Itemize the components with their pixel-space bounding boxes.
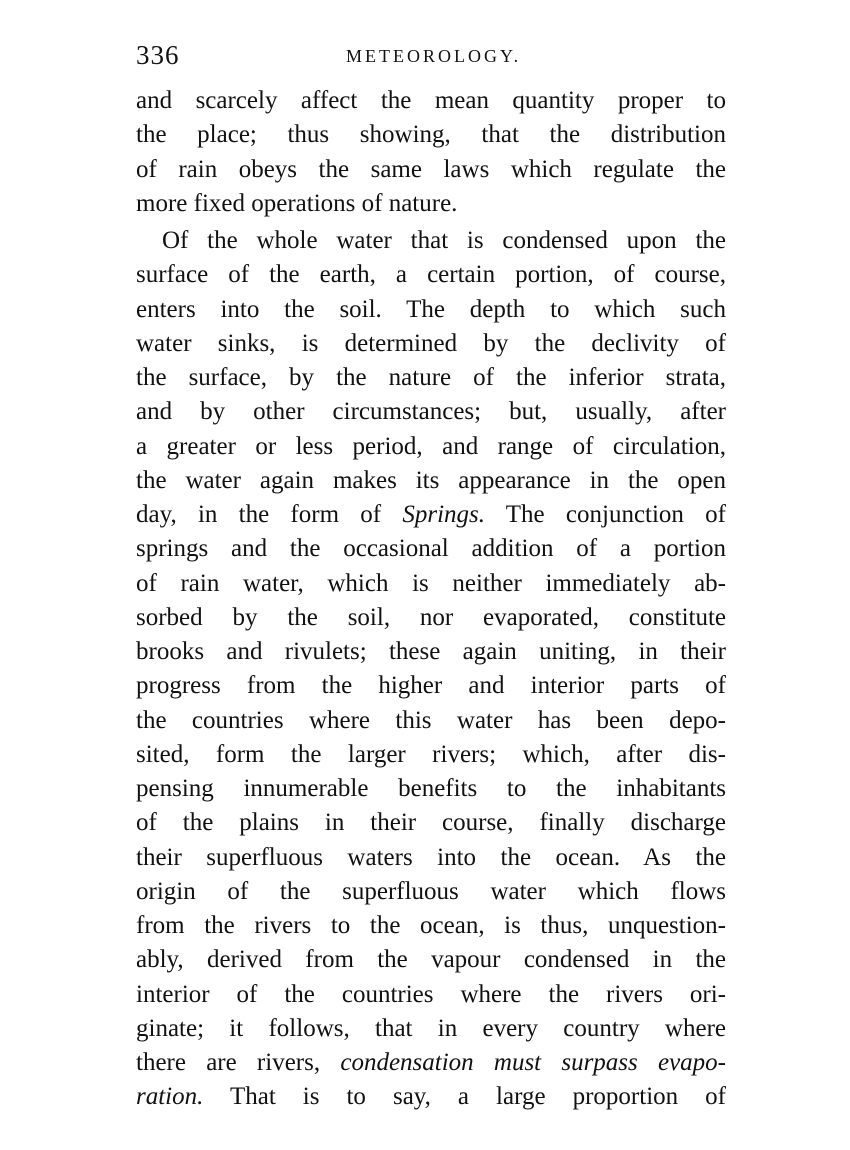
italic-phrase: condensation must surpass evapo- bbox=[340, 1049, 726, 1076]
text-span: there are rivers, bbox=[136, 1049, 341, 1076]
text-span: The conjunction of bbox=[485, 501, 726, 528]
text-line: enters into the soil. The depth to which such bbox=[136, 295, 726, 323]
italic-phrase: ration. bbox=[136, 1083, 204, 1111]
text-line: sorbed by the soil, nor evaporated, constitute bbox=[136, 603, 726, 631]
body-text bbox=[136, 84, 726, 1115]
text-line bbox=[136, 1080, 726, 1114]
text-line: from the rivers to the ocean, is thus, unquestion- bbox=[136, 912, 726, 939]
text-line: their superfluous waters into the ocean. As the bbox=[136, 843, 726, 871]
text-line bbox=[136, 498, 726, 532]
text-line: the surface, by the nature of the inferior strata, bbox=[136, 364, 726, 391]
italic-term: Springs. bbox=[402, 501, 485, 528]
text-line: origin of the superfluous water which flows bbox=[136, 877, 726, 905]
text-line: springs and the occasional addition of a portion bbox=[136, 535, 726, 563]
text-line: of the plains in their course, finally discharge bbox=[136, 809, 726, 837]
text-line: sited, form the larger rivers; which, after dis- bbox=[136, 740, 726, 768]
text-span: That is to say, a large proportion of bbox=[203, 1083, 726, 1111]
text-line: the water again makes its appearance in the open bbox=[136, 466, 726, 494]
text-line: pensing innumerable benefits to the inhabitants bbox=[136, 775, 726, 802]
page-number: 336 bbox=[136, 40, 180, 70]
text-line: Of the whole water that is condensed upon the bbox=[162, 227, 726, 254]
text-line bbox=[136, 1046, 726, 1080]
text-line: and scarcely affect the mean quantity proper to bbox=[136, 87, 726, 114]
text-line: the countries where this water has been depo- bbox=[136, 706, 726, 734]
text-line: and by other circumstances; but, usually, after bbox=[136, 398, 726, 426]
text-line: more fixed operations of nature. bbox=[136, 189, 458, 217]
text-line: ably, derived from the vapour condensed in the bbox=[136, 946, 726, 974]
text-line: water sinks, is determined by the declivity of bbox=[136, 329, 726, 357]
text-line: of rain obeys the same laws which regulate the bbox=[136, 155, 726, 183]
running-title: METEOROLOGY. bbox=[346, 46, 522, 66]
text-span: day, in the form of bbox=[136, 501, 403, 528]
text-line: brooks and rivulets; these again uniting, in their bbox=[136, 638, 726, 665]
text-line: progress from the higher and interior parts of bbox=[136, 672, 726, 700]
text-line: surface of the earth, a certain portion, of course, bbox=[136, 261, 726, 289]
text-line: ginate; it follows, that in every country where bbox=[136, 1014, 726, 1042]
text-line: a greater or less period, and range of circulation, bbox=[136, 432, 726, 460]
text-line: interior of the countries where the rivers ori- bbox=[136, 980, 726, 1008]
text-line: the place; thus showing, that the distribution bbox=[136, 121, 726, 149]
running-head bbox=[136, 40, 726, 74]
text-line: of rain water, which is neither immediately ab- bbox=[136, 569, 726, 597]
